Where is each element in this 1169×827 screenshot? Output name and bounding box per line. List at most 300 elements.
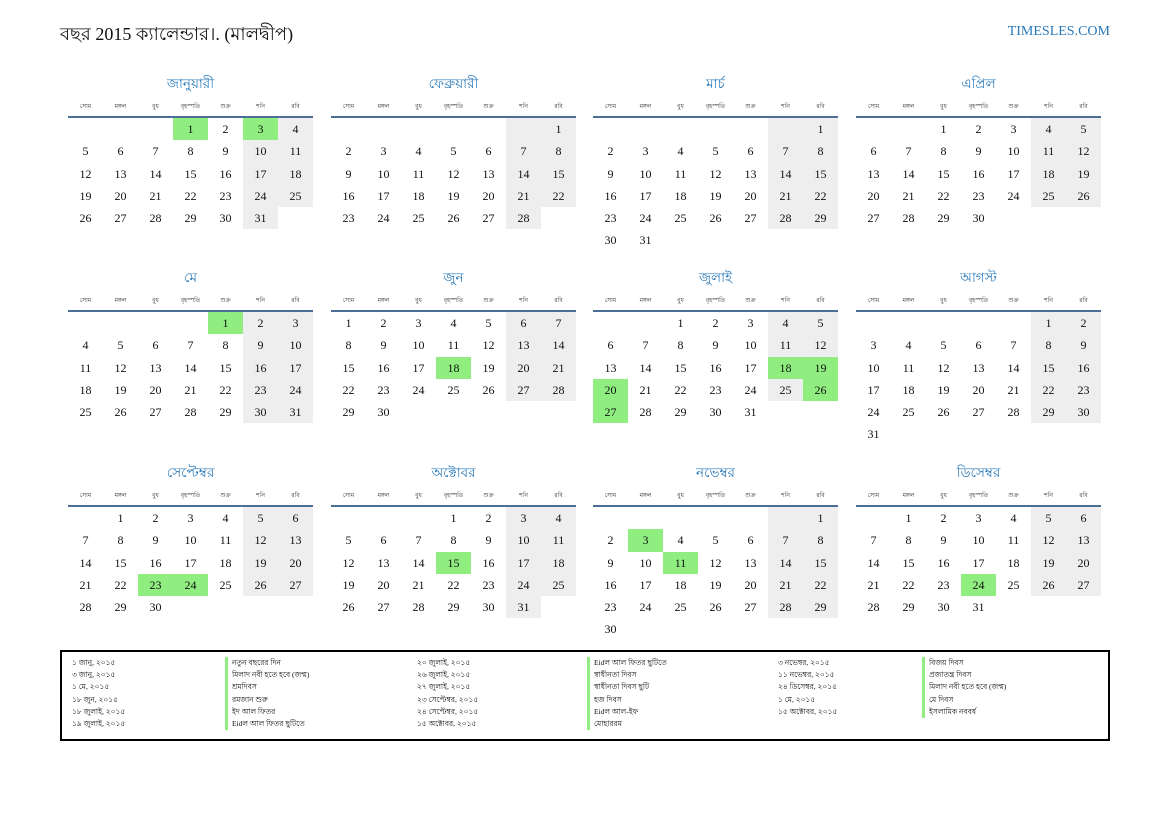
day-cell[interactable]: 31 — [278, 401, 313, 423]
day-cell[interactable]: 28 — [768, 207, 803, 229]
day-cell[interactable]: 24 — [173, 574, 208, 596]
day-cell[interactable]: 23 — [377, 382, 390, 397]
day-cell[interactable]: 26 — [1066, 185, 1101, 207]
day-cell[interactable]: 28 — [184, 405, 197, 420]
day-cell[interactable]: 29 — [342, 405, 355, 420]
day-cell[interactable]: 8 — [222, 338, 229, 353]
day-cell[interactable]: 9 — [345, 166, 352, 181]
day-cell[interactable]: 13 — [744, 555, 757, 570]
day-cell[interactable]: 2 — [607, 533, 614, 548]
day-cell[interactable]: 20 — [149, 382, 162, 397]
day-cell[interactable]: 11 — [79, 360, 92, 375]
day-cell[interactable]: 1 — [803, 118, 838, 140]
day-cell[interactable]: 21 — [867, 577, 880, 592]
day-cell[interactable]: 27 — [482, 211, 495, 226]
day-cell[interactable]: 15 — [803, 163, 838, 185]
day-cell[interactable]: 8 — [345, 338, 352, 353]
day-cell[interactable]: 26 — [709, 600, 722, 615]
day-cell[interactable]: 30 — [149, 600, 162, 615]
day-cell[interactable]: 19 — [1031, 552, 1066, 574]
day-cell[interactable]: 1 — [677, 316, 684, 330]
day-cell[interactable]: 5 — [712, 533, 719, 548]
day-cell[interactable]: 2 — [485, 511, 492, 525]
day-cell[interactable]: 6 — [747, 144, 754, 159]
day-cell[interactable]: 24 — [377, 211, 390, 226]
day-cell[interactable]: 6 — [607, 338, 614, 353]
day-cell[interactable]: 19 — [709, 188, 722, 203]
day-cell[interactable]: 24 — [961, 574, 996, 596]
day-cell[interactable]: 10 — [278, 334, 313, 356]
day-cell[interactable]: 23 — [243, 379, 278, 401]
day-cell[interactable]: 19 — [342, 577, 355, 592]
day-cell[interactable]: 6 — [747, 533, 754, 548]
day-cell[interactable]: 12 — [243, 529, 278, 551]
day-cell[interactable]: 26 — [447, 211, 460, 226]
day-cell[interactable]: 1 — [345, 316, 352, 330]
day-cell[interactable]: 12 — [1066, 140, 1101, 162]
day-cell[interactable]: 28 — [79, 600, 92, 615]
site-brand-link[interactable]: TIMESLES.COM — [1007, 24, 1110, 39]
day-cell[interactable]: 3 — [870, 338, 877, 353]
day-cell[interactable]: 18 — [674, 577, 687, 592]
day-cell[interactable]: 31 — [639, 233, 652, 248]
day-cell[interactable]: 19 — [447, 188, 460, 203]
day-cell[interactable]: 12 — [803, 334, 838, 356]
day-cell[interactable]: 5 — [803, 312, 838, 334]
day-cell[interactable]: 9 — [1066, 334, 1101, 356]
day-cell[interactable]: 5 — [940, 338, 947, 353]
day-cell[interactable]: 19 — [79, 188, 92, 203]
day-cell[interactable]: 16 — [709, 360, 722, 375]
day-cell[interactable]: 15 — [436, 552, 471, 574]
day-cell[interactable]: 26 — [342, 600, 355, 615]
day-cell[interactable]: 1 — [541, 118, 576, 140]
day-cell[interactable]: 17 — [412, 360, 425, 375]
day-cell[interactable]: 30 — [604, 622, 617, 637]
day-cell[interactable]: 25 — [674, 600, 687, 615]
day-cell[interactable]: 14 — [867, 555, 880, 570]
day-cell[interactable]: 17 — [278, 357, 313, 379]
day-cell[interactable]: 14 — [639, 360, 652, 375]
day-cell[interactable]: 12 — [114, 360, 127, 375]
day-cell[interactable]: 29 — [937, 211, 950, 226]
day-cell[interactable]: 13 — [149, 360, 162, 375]
day-cell[interactable]: 11 — [674, 166, 687, 181]
day-cell[interactable]: 14 — [768, 163, 803, 185]
day-cell[interactable]: 10 — [377, 166, 390, 181]
day-cell[interactable]: 8 — [450, 533, 457, 548]
day-cell[interactable]: 15 — [114, 555, 127, 570]
day-cell[interactable]: 10 — [744, 338, 757, 353]
day-cell[interactable]: 27 — [377, 600, 390, 615]
day-cell[interactable]: 17 — [1007, 166, 1020, 181]
day-cell[interactable]: 7 — [905, 144, 912, 159]
day-cell[interactable]: 1 — [117, 511, 124, 525]
day-cell[interactable]: 23 — [937, 577, 950, 592]
day-cell[interactable]: 19 — [709, 577, 722, 592]
day-cell[interactable]: 24 — [639, 211, 652, 226]
day-cell[interactable]: 27 — [278, 574, 313, 596]
day-cell[interactable]: 25 — [1031, 185, 1066, 207]
day-cell[interactable]: 9 — [607, 166, 614, 181]
day-cell[interactable]: 5 — [485, 316, 492, 330]
day-cell[interactable]: 5 — [1031, 507, 1066, 529]
day-cell[interactable]: 4 — [450, 316, 457, 330]
day-cell[interactable]: 27 — [593, 401, 628, 423]
day-cell[interactable]: 19 — [1066, 163, 1101, 185]
day-cell[interactable]: 4 — [677, 144, 684, 159]
day-cell[interactable]: 7 — [187, 338, 194, 353]
day-cell[interactable]: 8 — [803, 140, 838, 162]
day-cell[interactable]: 21 — [1007, 382, 1020, 397]
day-cell[interactable]: 3 — [415, 316, 422, 330]
day-cell[interactable]: 20 — [114, 188, 127, 203]
day-cell[interactable]: 21 — [639, 382, 652, 397]
day-cell[interactable]: 14 — [412, 555, 425, 570]
day-cell[interactable]: 7 — [82, 533, 89, 548]
day-cell[interactable]: 2 — [243, 312, 278, 334]
day-cell[interactable]: 11 — [447, 338, 460, 353]
day-cell[interactable]: 2 — [222, 122, 229, 136]
day-cell[interactable]: 23 — [972, 188, 985, 203]
day-cell[interactable]: 17 — [506, 552, 541, 574]
day-cell[interactable]: 23 — [138, 574, 173, 596]
day-cell[interactable]: 19 — [803, 357, 838, 379]
day-cell[interactable]: 22 — [937, 188, 950, 203]
day-cell[interactable]: 10 — [972, 533, 985, 548]
day-cell[interactable]: 19 — [243, 552, 278, 574]
day-cell[interactable]: 5 — [1066, 118, 1101, 140]
day-cell[interactable]: 27 — [867, 211, 880, 226]
day-cell[interactable]: 7 — [541, 312, 576, 334]
day-cell[interactable]: 22 — [342, 382, 355, 397]
day-cell[interactable]: 9 — [712, 338, 719, 353]
day-cell[interactable]: 17 — [184, 555, 197, 570]
day-cell[interactable]: 30 — [604, 233, 617, 248]
day-cell[interactable]: 21 — [902, 188, 915, 203]
day-cell[interactable]: 4 — [541, 507, 576, 529]
day-cell[interactable]: 24 — [506, 574, 541, 596]
day-cell[interactable]: 14 — [1007, 360, 1020, 375]
day-cell[interactable]: 21 — [149, 188, 162, 203]
day-cell[interactable]: 4 — [415, 144, 422, 159]
day-cell[interactable]: 9 — [975, 144, 982, 159]
day-cell[interactable]: 12 — [342, 555, 355, 570]
day-cell[interactable]: 8 — [117, 533, 124, 548]
day-cell[interactable]: 2 — [712, 316, 719, 330]
day-cell[interactable]: 9 — [607, 555, 614, 570]
day-cell[interactable]: 12 — [709, 555, 722, 570]
day-cell[interactable]: 23 — [482, 577, 495, 592]
day-cell[interactable]: 26 — [482, 382, 495, 397]
day-cell[interactable]: 12 — [1031, 529, 1066, 551]
day-cell[interactable]: 18 — [412, 188, 425, 203]
day-cell[interactable]: 2 — [940, 511, 947, 525]
day-cell[interactable]: 30 — [219, 211, 232, 226]
day-cell[interactable]: 23 — [1066, 379, 1101, 401]
day-cell[interactable]: 10 — [639, 166, 652, 181]
day-cell[interactable]: 21 — [541, 357, 576, 379]
day-cell[interactable]: 3 — [747, 316, 754, 330]
day-cell[interactable]: 27 — [114, 211, 127, 226]
day-cell[interactable]: 4 — [768, 312, 803, 334]
day-cell[interactable]: 24 — [867, 405, 880, 420]
day-cell[interactable]: 5 — [117, 338, 124, 353]
day-cell[interactable]: 24 — [639, 600, 652, 615]
day-cell[interactable]: 16 — [604, 188, 617, 203]
day-cell[interactable]: 31 — [243, 207, 278, 229]
day-cell[interactable]: 13 — [377, 555, 390, 570]
day-cell[interactable]: 22 — [184, 188, 197, 203]
day-cell[interactable]: 16 — [972, 166, 985, 181]
day-cell[interactable]: 14 — [541, 334, 576, 356]
day-cell[interactable]: 7 — [870, 533, 877, 548]
day-cell[interactable]: 30 — [243, 401, 278, 423]
day-cell[interactable]: 17 — [867, 382, 880, 397]
day-cell[interactable]: 4 — [82, 338, 89, 353]
day-cell[interactable]: 25 — [278, 185, 313, 207]
day-cell[interactable]: 23 — [604, 600, 617, 615]
day-cell[interactable]: 26 — [803, 379, 838, 401]
day-cell[interactable]: 3 — [642, 144, 649, 159]
day-cell[interactable]: 27 — [972, 405, 985, 420]
day-cell[interactable]: 17 — [377, 188, 390, 203]
day-cell[interactable]: 6 — [975, 338, 982, 353]
day-cell[interactable]: 28 — [412, 600, 425, 615]
day-cell[interactable]: 21 — [506, 185, 541, 207]
day-cell[interactable]: 15 — [541, 163, 576, 185]
day-cell[interactable]: 6 — [870, 144, 877, 159]
day-cell[interactable]: 4 — [222, 511, 229, 525]
day-cell[interactable]: 15 — [342, 360, 355, 375]
day-cell[interactable]: 20 — [377, 577, 390, 592]
day-cell[interactable]: 4 — [278, 118, 313, 140]
day-cell[interactable]: 7 — [642, 338, 649, 353]
day-cell[interactable]: 26 — [1031, 574, 1066, 596]
day-cell[interactable]: 1 — [905, 511, 912, 525]
day-cell[interactable]: 13 — [482, 166, 495, 181]
day-cell[interactable]: 27 — [744, 600, 757, 615]
day-cell[interactable]: 28 — [867, 600, 880, 615]
day-cell[interactable]: 6 — [485, 144, 492, 159]
day-cell[interactable]: 30 — [1066, 401, 1101, 423]
day-cell[interactable]: 7 — [768, 529, 803, 551]
day-cell[interactable]: 25 — [674, 211, 687, 226]
day-cell[interactable]: 9 — [222, 144, 229, 159]
day-cell[interactable]: 25 — [541, 574, 576, 596]
day-cell[interactable]: 7 — [152, 144, 159, 159]
day-cell[interactable]: 13 — [1066, 529, 1101, 551]
day-cell[interactable]: 5 — [82, 144, 89, 159]
day-cell[interactable]: 2 — [380, 316, 387, 330]
day-cell[interactable]: 27 — [506, 379, 541, 401]
day-cell[interactable]: 26 — [114, 405, 127, 420]
day-cell[interactable]: 16 — [243, 357, 278, 379]
day-cell[interactable]: 11 — [902, 360, 915, 375]
day-cell[interactable]: 10 — [1007, 144, 1020, 159]
day-cell[interactable]: 25 — [902, 405, 915, 420]
day-cell[interactable]: 14 — [149, 166, 162, 181]
day-cell[interactable]: 20 — [593, 379, 628, 401]
day-cell[interactable]: 21 — [184, 382, 197, 397]
day-cell[interactable]: 14 — [902, 166, 915, 181]
day-cell[interactable]: 6 — [380, 533, 387, 548]
day-cell[interactable]: 30 — [377, 405, 390, 420]
day-cell[interactable]: 28 — [902, 211, 915, 226]
day-cell[interactable]: 18 — [768, 357, 803, 379]
day-cell[interactable]: 20 — [744, 188, 757, 203]
day-cell[interactable]: 29 — [803, 596, 838, 618]
day-cell[interactable]: 19 — [482, 360, 495, 375]
day-cell[interactable]: 12 — [447, 166, 460, 181]
day-cell[interactable]: 25 — [412, 211, 425, 226]
day-cell[interactable]: 22 — [541, 185, 576, 207]
day-cell[interactable]: 14 — [184, 360, 197, 375]
day-cell[interactable]: 7 — [1010, 338, 1017, 353]
day-cell[interactable]: 28 — [541, 379, 576, 401]
day-cell[interactable]: 10 — [867, 360, 880, 375]
day-cell[interactable]: 20 — [278, 552, 313, 574]
day-cell[interactable]: 24 — [243, 185, 278, 207]
day-cell[interactable]: 3 — [975, 511, 982, 525]
day-cell[interactable]: 21 — [768, 185, 803, 207]
day-cell[interactable]: 21 — [79, 577, 92, 592]
day-cell[interactable]: 25 — [1007, 577, 1020, 592]
day-cell[interactable]: 11 — [768, 334, 803, 356]
day-cell[interactable]: 8 — [803, 529, 838, 551]
day-cell[interactable]: 11 — [663, 552, 698, 574]
day-cell[interactable]: 18 — [902, 382, 915, 397]
day-cell[interactable]: 14 — [768, 552, 803, 574]
day-cell[interactable]: 27 — [744, 211, 757, 226]
day-cell[interactable]: 28 — [639, 405, 652, 420]
day-cell[interactable]: 29 — [114, 600, 127, 615]
day-cell[interactable]: 13 — [604, 360, 617, 375]
day-cell[interactable]: 21 — [768, 574, 803, 596]
day-cell[interactable]: 15 — [219, 360, 232, 375]
day-cell[interactable]: 15 — [902, 555, 915, 570]
day-cell[interactable]: 22 — [674, 382, 687, 397]
day-cell[interactable]: 1 — [450, 511, 457, 525]
day-cell[interactable]: 26 — [79, 211, 92, 226]
day-cell[interactable]: 27 — [1066, 574, 1101, 596]
day-cell[interactable]: 13 — [506, 334, 541, 356]
day-cell[interactable]: 6 — [152, 338, 159, 353]
day-cell[interactable]: 4 — [677, 533, 684, 548]
day-cell[interactable]: 16 — [937, 555, 950, 570]
day-cell[interactable]: 11 — [219, 533, 232, 548]
day-cell[interactable]: 15 — [1031, 357, 1066, 379]
day-cell[interactable]: 26 — [937, 405, 950, 420]
day-cell[interactable]: 28 — [768, 596, 803, 618]
day-cell[interactable]: 30 — [482, 600, 495, 615]
day-cell[interactable]: 10 — [639, 555, 652, 570]
day-cell[interactable]: 1 — [208, 312, 243, 334]
day-cell[interactable]: 21 — [412, 577, 425, 592]
day-cell[interactable]: 3 — [1010, 122, 1017, 136]
day-cell[interactable]: 3 — [628, 529, 663, 551]
day-cell[interactable]: 27 — [149, 405, 162, 420]
day-cell[interactable]: 28 — [506, 207, 541, 229]
day-cell[interactable]: 5 — [712, 144, 719, 159]
day-cell[interactable]: 4 — [1031, 118, 1066, 140]
day-cell[interactable]: 10 — [184, 533, 197, 548]
day-cell[interactable]: 26 — [243, 574, 278, 596]
day-cell[interactable]: 17 — [243, 163, 278, 185]
day-cell[interactable]: 7 — [415, 533, 422, 548]
day-cell[interactable]: 22 — [803, 185, 838, 207]
day-cell[interactable]: 9 — [940, 533, 947, 548]
day-cell[interactable]: 22 — [219, 382, 232, 397]
day-cell[interactable]: 23 — [604, 211, 617, 226]
day-cell[interactable]: 16 — [1066, 357, 1101, 379]
day-cell[interactable]: 13 — [278, 529, 313, 551]
day-cell[interactable]: 18 — [436, 357, 471, 379]
day-cell[interactable]: 22 — [1031, 379, 1066, 401]
day-cell[interactable]: 23 — [219, 188, 232, 203]
day-cell[interactable]: 18 — [278, 163, 313, 185]
day-cell[interactable]: 15 — [184, 166, 197, 181]
day-cell[interactable]: 16 — [377, 360, 390, 375]
day-cell[interactable]: 10 — [243, 140, 278, 162]
day-cell[interactable]: 17 — [744, 360, 757, 375]
day-cell[interactable]: 9 — [485, 533, 492, 548]
day-cell[interactable]: 20 — [1066, 552, 1101, 574]
day-cell[interactable]: 5 — [345, 533, 352, 548]
day-cell[interactable]: 24 — [278, 379, 313, 401]
day-cell[interactable]: 6 — [117, 144, 124, 159]
day-cell[interactable]: 6 — [278, 507, 313, 529]
day-cell[interactable]: 16 — [342, 188, 355, 203]
day-cell[interactable]: 1 — [803, 507, 838, 529]
day-cell[interactable]: 24 — [744, 382, 757, 397]
day-cell[interactable]: 20 — [867, 188, 880, 203]
day-cell[interactable]: 2 — [975, 122, 982, 136]
day-cell[interactable]: 9 — [243, 334, 278, 356]
day-cell[interactable]: 13 — [972, 360, 985, 375]
day-cell[interactable]: 29 — [219, 405, 232, 420]
day-cell[interactable]: 16 — [219, 166, 232, 181]
day-cell[interactable]: 24 — [1007, 188, 1020, 203]
day-cell[interactable]: 13 — [867, 166, 880, 181]
day-cell[interactable]: 5 — [243, 507, 278, 529]
day-cell[interactable]: 1 — [940, 122, 947, 136]
day-cell[interactable]: 16 — [604, 577, 617, 592]
day-cell[interactable]: 16 — [482, 555, 495, 570]
day-cell[interactable]: 31 — [744, 405, 757, 420]
day-cell[interactable]: 20 — [506, 357, 541, 379]
day-cell[interactable]: 8 — [187, 144, 194, 159]
day-cell[interactable]: 29 — [1031, 401, 1066, 423]
day-cell[interactable]: 16 — [149, 555, 162, 570]
day-cell[interactable]: 13 — [114, 166, 127, 181]
day-cell[interactable]: 29 — [803, 207, 838, 229]
day-cell[interactable]: 20 — [482, 188, 495, 203]
day-cell[interactable]: 26 — [709, 211, 722, 226]
day-cell[interactable]: 31 — [972, 600, 985, 615]
day-cell[interactable]: 9 — [380, 338, 387, 353]
day-cell[interactable]: 4 — [1010, 511, 1017, 525]
day-cell[interactable]: 4 — [905, 338, 912, 353]
day-cell[interactable]: 15 — [803, 552, 838, 574]
day-cell[interactable]: 17 — [639, 188, 652, 203]
day-cell[interactable]: 7 — [768, 140, 803, 162]
day-cell[interactable]: 24 — [412, 382, 425, 397]
day-cell[interactable]: 18 — [541, 552, 576, 574]
day-cell[interactable]: 20 — [972, 382, 985, 397]
day-cell[interactable]: 29 — [674, 405, 687, 420]
day-cell[interactable]: 17 — [972, 555, 985, 570]
